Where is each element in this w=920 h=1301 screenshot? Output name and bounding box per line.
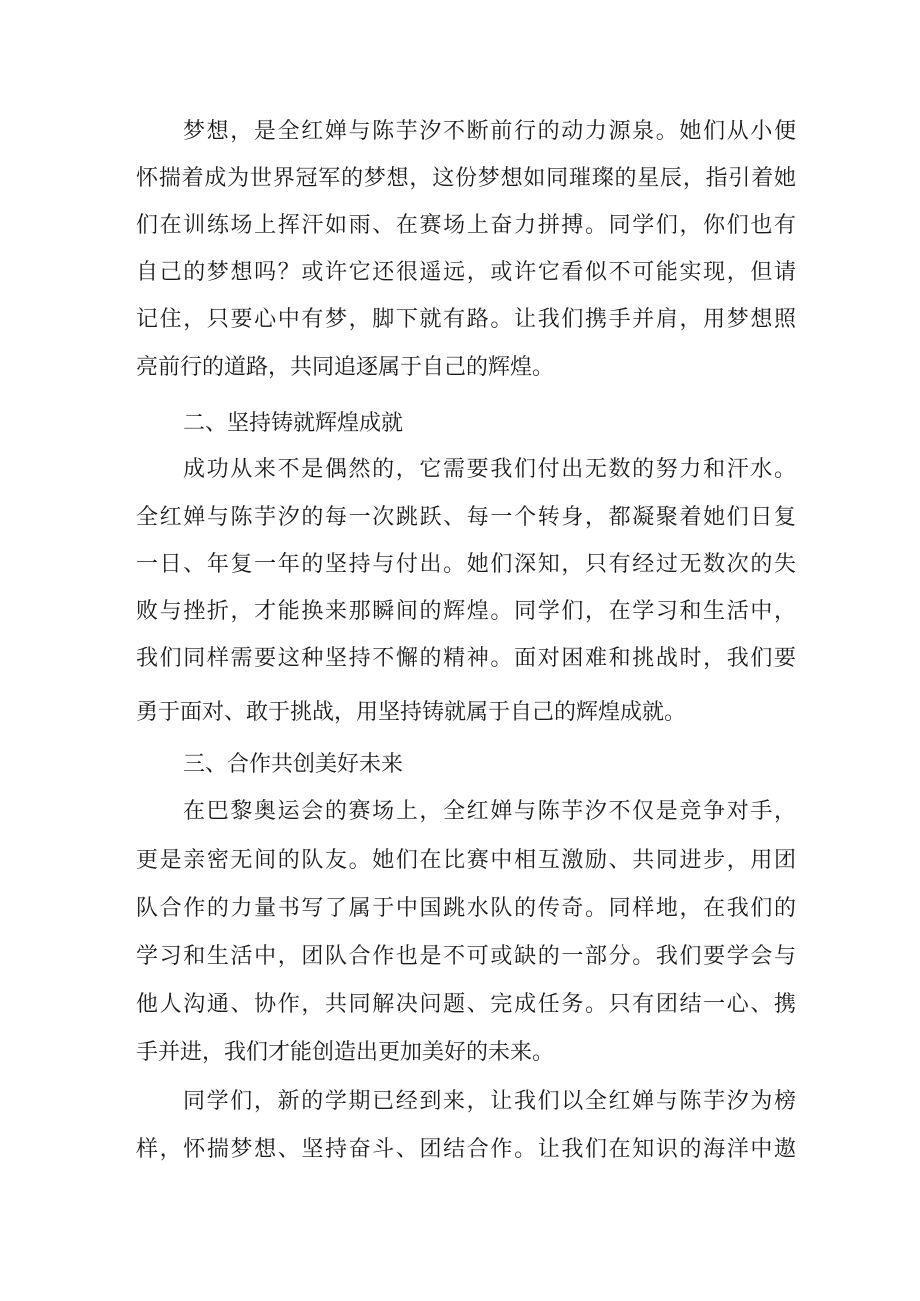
paragraph-2-line-5: 我们同样需要这种坚持不懈的精神。面对困难和挑战时，我们要	[136, 646, 796, 671]
paragraph-3-line-5: 他人沟通、协作，共同解决问题、完成任务。只有团结一心、携	[136, 992, 796, 1017]
paragraph-3-line-4: 学习和生活中，团队合作也是不可或缺的一部分。我们要学会与	[136, 944, 796, 969]
paragraph-2-line-2: 全红婵与陈芋汐的每一次跳跃、每一个转身，都凝聚着她们日复	[136, 505, 796, 530]
paragraph-1-line-2: 怀揣着成为世界冠军的梦想，这份梦想如同璀璨的星辰，指引着她	[136, 166, 796, 191]
paragraph-3-line-3: 队合作的力量书写了属于中国跳水队的传奇。同样地，在我们的	[136, 896, 796, 921]
paragraph-1-line-4: 自己的梦想吗？或许它还很遥远，或许它看似不可能实现，但请	[136, 260, 796, 285]
paragraph-2-line-1: 成功从来不是偶然的，它需要我们付出无数的努力和汗水。	[183, 457, 796, 482]
paragraph-4-line-2: 样，怀揣梦想、坚持奋斗、团结合作。让我们在知识的海洋中遨	[136, 1137, 796, 1162]
paragraph-4-line-1: 同学们，新的学期已经到来，让我们以全红婵与陈芋汐为榜	[183, 1089, 796, 1114]
paragraph-1-line-1: 梦想，是全红婵与陈芋汐不断前行的动力源泉。她们从小便	[183, 119, 796, 144]
paragraph-1-line-5: 记住，只要心中有梦，脚下就有路。让我们携手并肩，用梦想照	[136, 307, 796, 332]
paragraph-2-line-3: 一日、年复一年的坚持与付出。她们深知，只有经过无数次的失	[136, 552, 796, 577]
section-heading-3: 三、合作共创美好未来	[183, 752, 404, 777]
paragraph-2-line-4: 败与挫折，才能换来那瞬间的辉煌。同学们，在学习和生活中，	[136, 599, 796, 624]
paragraph-3-line-1: 在巴黎奥运会的赛场上，全红婵与陈芋汐不仅是竞争对手，	[183, 799, 796, 824]
paragraph-3-line-6: 手并进，我们才能创造出更加美好的未来。	[136, 1040, 555, 1065]
paragraph-1-line-6: 亮前行的道路，共同追逐属于自己的辉煌。	[136, 355, 555, 380]
paragraph-1-line-3: 们在训练场上挥汗如雨、在赛场上奋力拼搏。同学们，你们也有	[136, 213, 796, 238]
section-heading-2: 二、坚持铸就辉煌成就	[183, 411, 404, 436]
paragraph-3-line-2: 更是亲密无间的队友。她们在比赛中相互激励、共同进步，用团	[136, 848, 796, 873]
paragraph-2-line-6: 勇于面对、敢于挑战，用坚持铸就属于自己的辉煌成就。	[136, 700, 687, 725]
